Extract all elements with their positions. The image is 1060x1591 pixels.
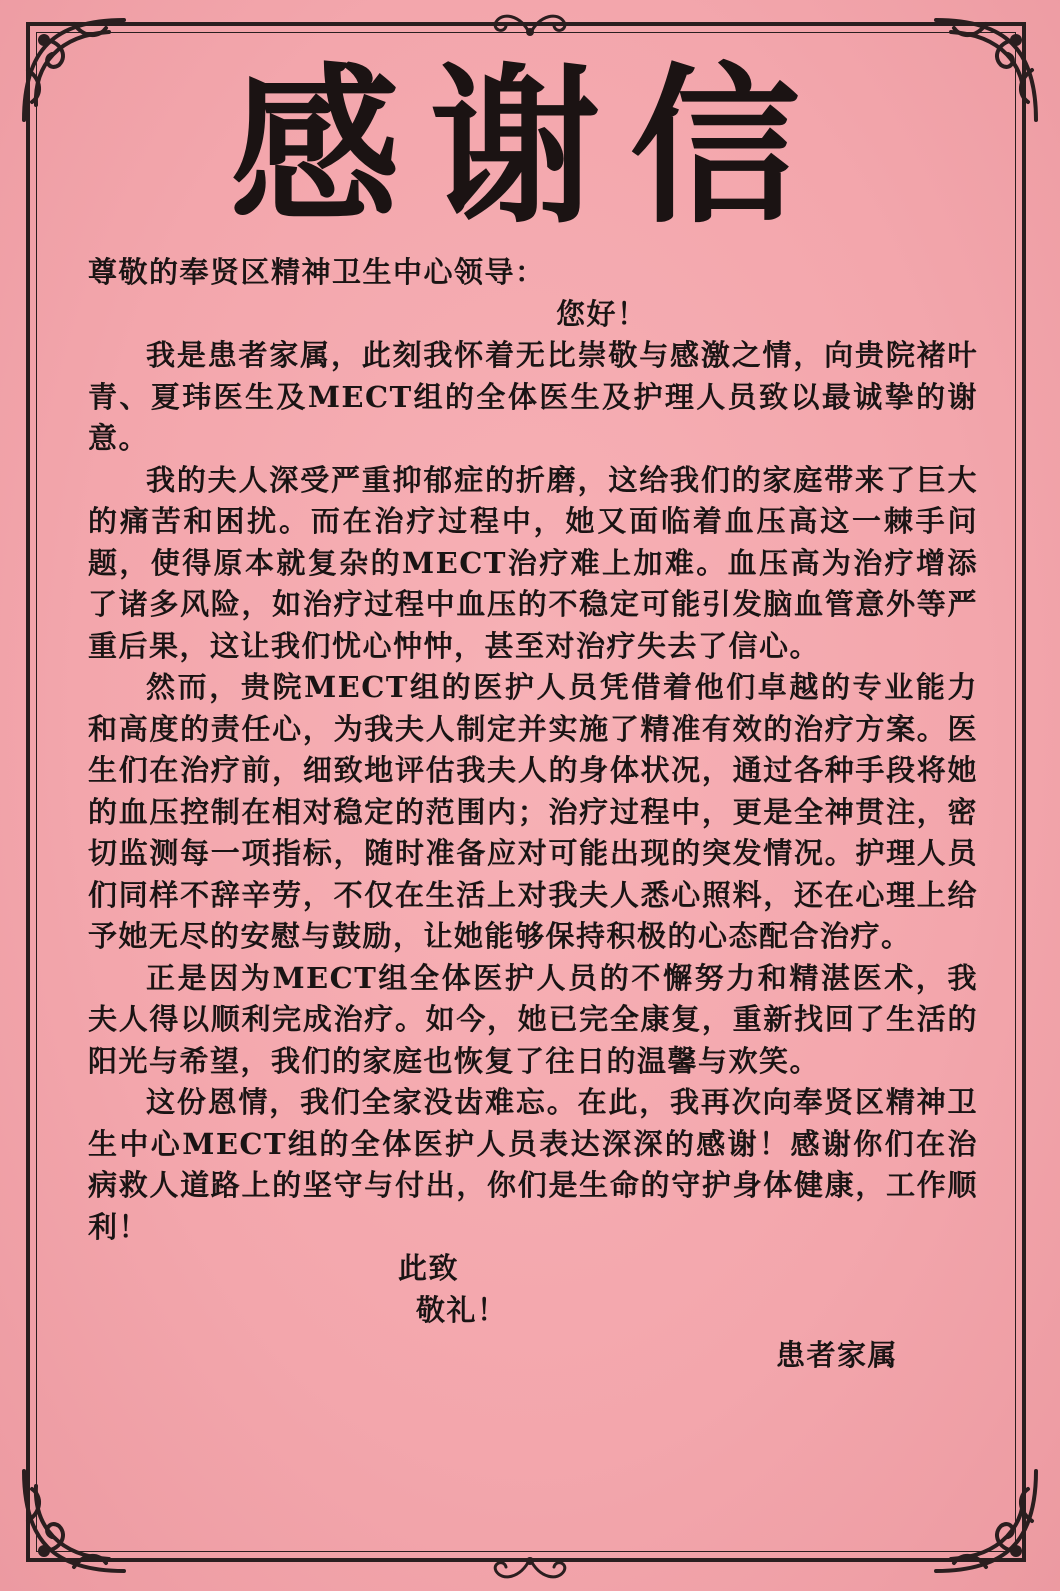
signature: 患者家属 — [776, 1338, 899, 1372]
closing-line-1: 此致 — [398, 1251, 460, 1285]
letter-body — [88, 252, 978, 1377]
salutation: 尊敬的奉贤区精神卫生中心领导： — [88, 255, 546, 289]
paragraph: 我是患者家属，此刻我怀着无比崇敬与感激之情，向贵院褚叶青、夏玮医生及MECT组的全体医生及护理人员致以最诚挚的谢意。 — [88, 338, 978, 455]
paragraph: 然而，贵院MECT组的医护人员凭借着他们卓越的专业能力和高度的责任心，为我夫人制定并实施了精准有效的治疗方案。医生们在治疗前，细致地评估我夫人的身体状况，通过各种手段将她的血压控制在相对稳定的范围内；治疗过程中，更是全神贯注，密切监测每一项指标，随时准备应对可能出现的突发情况。护理人员们同样不辞辛劳，不仅在生活上对我夫人悉心照料，还在心理上给予她无尽的安慰与鼓励，让她能够保持积极的心态配合治疗。 — [88, 670, 978, 953]
paragraph: 正是因为MECT组全体医护人员的不懈努力和精湛医术，我夫人得以顺利完成治疗。如今，她已完全康复，重新找回了生活的阳光与希望，我们的家庭也恢复了往日的温馨与欢笑。 — [88, 960, 978, 1078]
greeting: 您好！ — [556, 296, 648, 331]
paragraph: 这份恩情，我们全家没齿难忘。在此，我再次向奉贤区精神卫生中心MECT组的全体医护人员表达深深的感谢！感谢你们在治病救人道路上的坚守与付出，你们是生命的守护身体健康，工作顺利！ — [88, 1085, 978, 1244]
corner-ornament-icon — [14, 1461, 134, 1581]
paragraph: 我的夫人深受严重抑郁症的折磨，这给我们的家庭带来了巨大的痛苦和困扰。而在治疗过程中，她又面临着血压高这一棘手问题，使得原本就复杂的MECT治疗难上加难。血压高为治疗增添了诸多风险，如治疗过程中血压的不稳定可能引发脑血管意外等严重后果，这让我们忧心忡忡，甚至对治疗失去了信心。 — [88, 462, 978, 663]
closing-line-2: 敬礼！ — [416, 1292, 508, 1327]
corner-ornament-icon — [926, 1461, 1046, 1581]
bottom-center-ornament-icon — [490, 1555, 570, 1589]
top-center-ornament-icon — [490, 4, 570, 38]
letter-title: 感谢信 — [229, 47, 830, 247]
